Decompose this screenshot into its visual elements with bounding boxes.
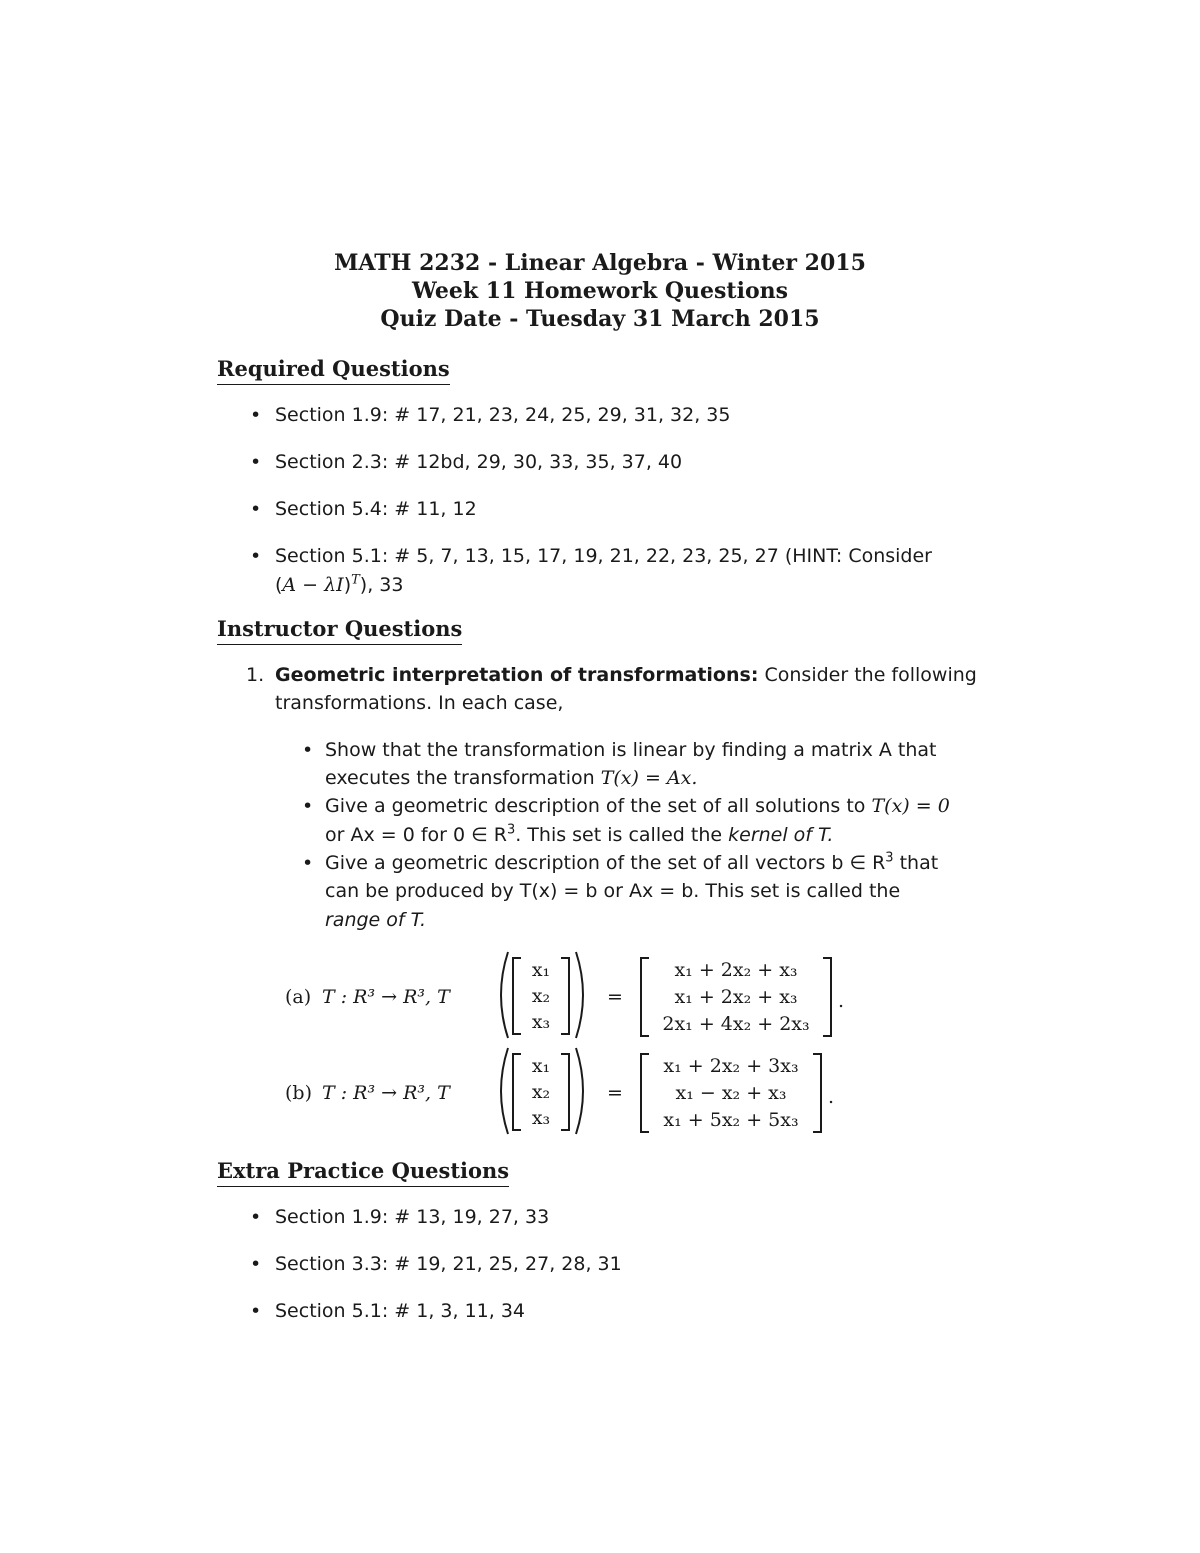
question-number: 1. xyxy=(246,664,265,686)
bullet-icon: • xyxy=(250,545,262,567)
course-title: MATH 2232 - Linear Algebra - Winter 2015 xyxy=(334,250,866,276)
question-1-line1: Geometric interpretation of transformations: Consider the following xyxy=(275,664,977,686)
required-item: Section 1.9: # 17, 21, 23, 24, 25, 29, 31, 32, 35 xyxy=(275,404,731,426)
output-vector: x₁ + 2x₂ + x₃ x₁ + 2x₂ + x₃ 2x₁ + 4x₂ + 2x₃ xyxy=(640,957,832,1037)
required-item: Section 2.3: # 12bd, 29, 30, 33, 35, 37, 40 xyxy=(275,451,683,473)
sub-item-3-line3: range of T. xyxy=(325,909,427,931)
left-paren-icon xyxy=(490,1046,512,1136)
required-questions-heading: Required Questions xyxy=(217,356,450,385)
extra-practice-heading: Extra Practice Questions xyxy=(217,1158,509,1187)
sub-item-1-line1: Show that the transformation is linear by finding a matrix A that xyxy=(325,739,937,761)
required-item-continuation: $(A - \lambda I)^T$), 33 xyxy=(275,572,404,596)
period: . xyxy=(828,1086,835,1108)
sub-item-3-line1: Give a geometric description of the set of all vectors b ∈ $R^3$ that xyxy=(325,850,939,874)
sub-item-2-line1: Give a geometric description of the set of all solutions to T(x) = 0 xyxy=(325,795,950,817)
week-title: Week 11 Homework Questions xyxy=(411,278,789,304)
bullet-icon: • xyxy=(302,795,314,817)
bullet-icon: • xyxy=(302,739,314,761)
part-a-label: (a) xyxy=(285,986,312,1008)
required-item: Section 5.1: # 5, 7, 13, 15, 17, 19, 21, 22, 23, 25, 27 (HINT: Consider xyxy=(275,545,932,567)
output-vector: x₁ + 2x₂ + 3x₃ x₁ − x₂ + x₃ x₁ + 5x₂ + 5x₃ xyxy=(640,1053,822,1133)
equals-sign: = xyxy=(607,986,623,1008)
input-vector: x₁ x₂ x₃ xyxy=(512,957,570,1035)
equals-sign: = xyxy=(607,1082,623,1104)
input-vector: x₁ x₂ x₃ xyxy=(512,1053,570,1131)
sub-item-3-line2: can be produced by T(x) = b or Ax = b. This set is called the xyxy=(325,880,901,902)
part-a-map: T : R³ → R³, T xyxy=(322,986,450,1008)
bullet-icon: • xyxy=(250,1253,262,1275)
sub-item-2-line2: or Ax = 0 for 0 ∈ $R^3$. This set is called the kernel of T. xyxy=(325,822,834,846)
question-1-title: Geometric interpretation of transformations: xyxy=(275,664,759,686)
right-paren-icon xyxy=(572,1046,594,1136)
right-paren-icon xyxy=(572,950,594,1040)
question-1-line2: transformations. In each case, xyxy=(275,692,564,714)
bullet-icon: • xyxy=(250,1206,262,1228)
bullet-icon: • xyxy=(250,498,262,520)
extra-item: Section 5.1: # 1, 3, 11, 34 xyxy=(275,1300,526,1322)
extra-item: Section 1.9: # 13, 19, 27, 33 xyxy=(275,1206,550,1228)
bullet-icon: • xyxy=(250,451,262,473)
extra-item: Section 3.3: # 19, 21, 25, 27, 28, 31 xyxy=(275,1253,622,1275)
bullet-icon: • xyxy=(250,404,262,426)
part-b-label: (b) xyxy=(285,1082,312,1104)
period: . xyxy=(838,990,845,1012)
bullet-icon: • xyxy=(302,852,314,874)
instructor-questions-heading: Instructor Questions xyxy=(217,616,462,645)
sub-item-1-line2: executes the transformation T(x) = Ax. xyxy=(325,767,698,789)
quiz-date: Quiz Date - Tuesday 31 March 2015 xyxy=(380,306,820,332)
part-b-map: T : R³ → R³, T xyxy=(322,1082,450,1104)
bullet-icon: • xyxy=(250,1300,262,1322)
left-paren-icon xyxy=(490,950,512,1040)
required-item: Section 5.4: # 11, 12 xyxy=(275,498,477,520)
